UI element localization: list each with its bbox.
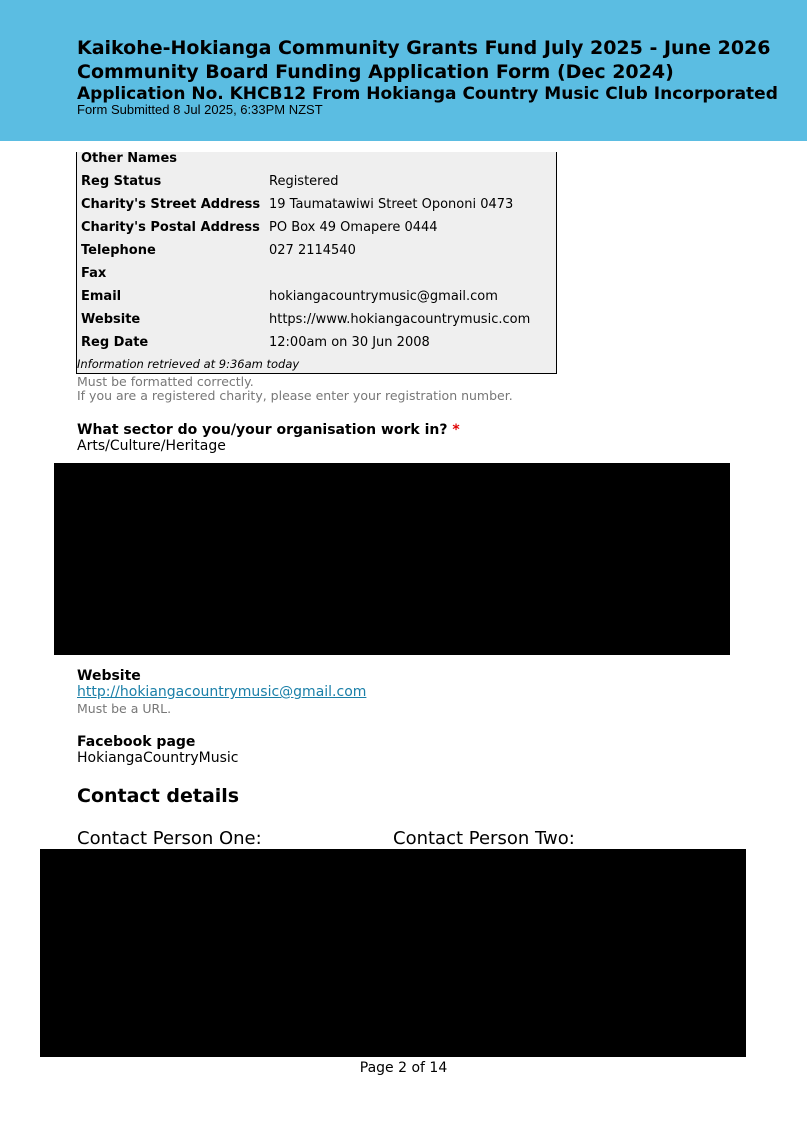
application-number: Application No. KHCB12 From Hokianga Country Music Club Incorporated (77, 84, 778, 104)
facebook-value: HokiangaCountryMusic (77, 750, 239, 766)
row-label: Email (81, 289, 122, 304)
row-value: PO Box 49 Omapere 0444 (269, 220, 438, 235)
row-label: Telephone (81, 243, 156, 258)
facebook-label: Facebook page (77, 734, 196, 750)
contact-details-heading: Contact details (77, 785, 240, 807)
form-title: Community Board Funding Application Form (Dec 2024) (77, 61, 674, 83)
page-number: Page 2 of 14 (359, 1060, 448, 1076)
charity-row-website (77, 308, 556, 331)
format-note: Must be formatted correctly. (77, 374, 254, 389)
grant-fund-title: Kaikohe-Hokianga Community Grants Fund July 2025 - June 2026 (77, 37, 771, 59)
redacted-block (54, 463, 730, 655)
row-label: Reg Date (81, 335, 149, 350)
row-value: https://www.hokiangacountrymusic.com (269, 312, 531, 327)
sector-question (77, 422, 460, 438)
form-header (0, 0, 807, 141)
required-marker: * (452, 422, 460, 438)
redacted-block (40, 849, 746, 1057)
website-label: Website (77, 668, 141, 684)
website-link[interactable]: http://hokiangacountrymusic@gmail.com (77, 684, 367, 700)
sector-question-text: What sector do you/your organisation work in? (77, 422, 448, 438)
charity-row-reg-status (77, 170, 556, 193)
charity-row-postal-address (77, 216, 556, 239)
sector-answer: Arts/Culture/Heritage (77, 438, 226, 454)
row-label: Other Names (81, 151, 178, 166)
charity-row-street-address (77, 193, 556, 216)
charity-row-fax (77, 262, 556, 285)
registration-note: If you are a registered charity, please enter your registration number. (77, 388, 513, 403)
row-value: 12:00am on 30 Jun 2008 (269, 335, 430, 350)
charity-row-email (77, 285, 556, 308)
row-value: 19 Taumatawiwi Street Opononi 0473 (269, 197, 514, 212)
contact-person-two-heading: Contact Person Two: (393, 828, 575, 849)
charity-info-box (76, 152, 557, 374)
info-retrieved: Information retrieved at 9:36am today (77, 357, 300, 371)
url-note: Must be a URL. (77, 701, 172, 716)
submitted-date: Form Submitted 8 Jul 2025, 6:33PM NZST (77, 102, 323, 117)
row-label: Charity's Postal Address (81, 220, 260, 235)
charity-row-telephone (77, 239, 556, 262)
row-label: Fax (81, 266, 107, 281)
row-label: Charity's Street Address (81, 197, 261, 212)
row-value: Registered (269, 174, 339, 189)
row-value: 027 2114540 (269, 243, 356, 258)
row-label: Website (81, 312, 141, 327)
row-value: hokiangacountrymusic@gmail.com (269, 289, 498, 304)
row-label: Reg Status (81, 174, 162, 189)
contact-person-one-heading: Contact Person One: (77, 828, 262, 849)
charity-row-reg-date (77, 331, 556, 354)
charity-row-other-names (77, 147, 556, 170)
